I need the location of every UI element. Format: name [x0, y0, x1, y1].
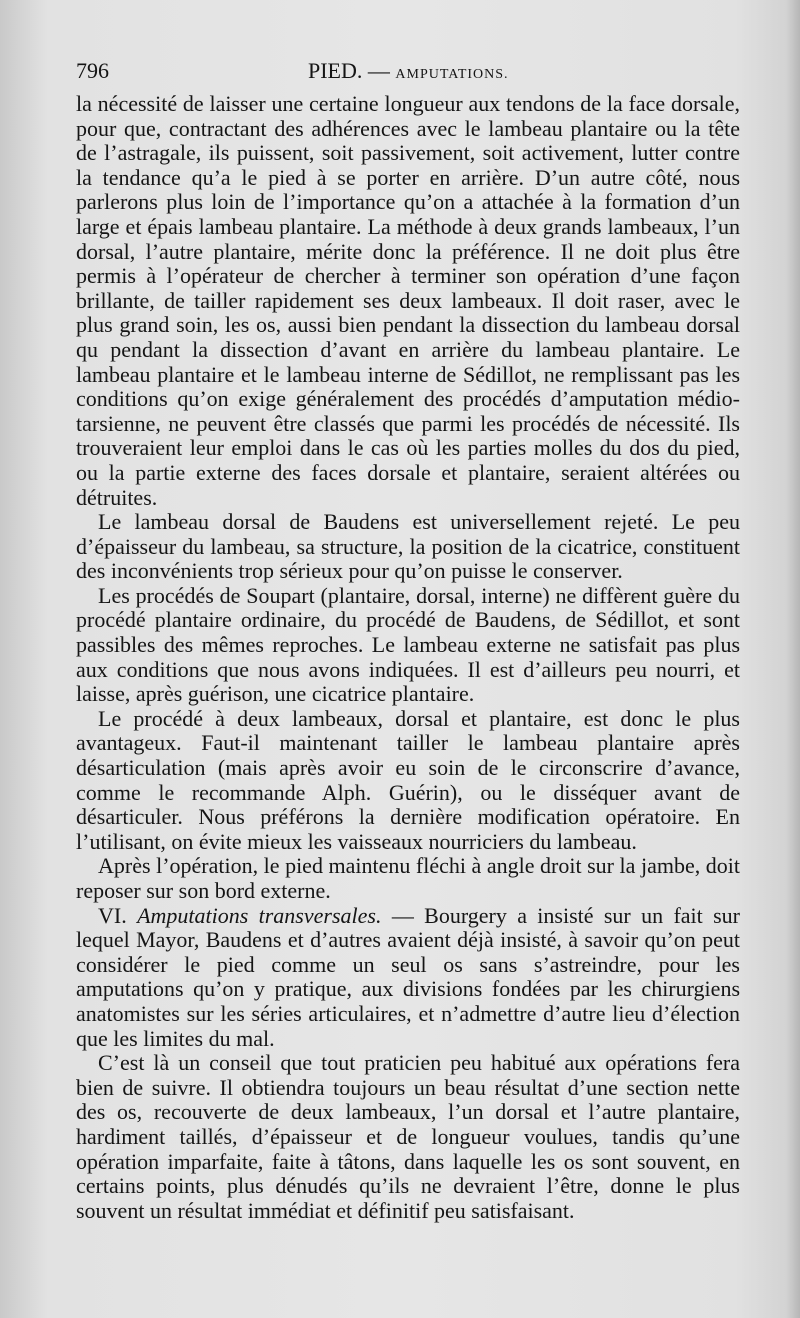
- body-text: [76, 92, 740, 1223]
- page-edge-shadow: [786, 0, 800, 1318]
- section-text: — Bourgery a insisté sur un fait sur lequel Mayor, Baudens et d’autres avaient déjà insisté, à savoir qu’on peut considérer le pied comme un seul os sans s’astreindre, pour les amputations qu’on y pratique, aux divisions fondées par les chirurgiens anatomistes sur les séries articulaires, et n’admettre d’autre lieu d’élection que les limites du mal.: [76, 902, 740, 1051]
- paragraph: Les procédés de Soupart (plantaire, dorsal, interne) ne diffèrent guère du procédé plantaire ordinaire, du procédé de Baudens, de Sédillot, et sont passibles des mêmes reproches. Le lambeau externe ne satisfait pas plus aux conditions que nous avons indiquées. Il est d’ailleurs peu nourri, et laisse, après guérison, une cicatrice plantaire.: [76, 582, 740, 707]
- running-head: [308, 58, 509, 84]
- page-number: 796: [76, 58, 109, 83]
- paragraph: Le lambeau dorsal de Baudens est universellement rejeté. Le peu d’épaisseur du lambeau, sa structure, la position de la cicatrice, constituent des inconvénients trop sérieux pour qu’on puisse le conserver.: [76, 509, 740, 584]
- paragraph: C’est là un conseil que tout praticien peu habitué aux opérations fera bien de suivre. Il obtiendra toujours un beau résultat d’une section nette des os, recouverte de deux lambeaux, l’un dorsal et l’autre plantaire, hardiment taillés, d’épaisseur et de longueur voulues, tandis qu’une opération imparfaite, faite à tâtons, dans laquelle les os sont souvent, en certains points, plus dénudés qu’ils ne devraient l’être, donne le plus souvent un résultat immédiat et définitif peu satisfaisant.: [76, 1050, 740, 1223]
- page-header: [76, 58, 738, 88]
- running-head-dash: —: [367, 58, 390, 83]
- running-head-subtitle: AMPUTATIONS.: [395, 67, 509, 82]
- paragraph: la nécessité de laisser une certaine longueur aux tendons de la face dorsale, pour que, contractant des adhérences avec le lambeau plantaire ou la tête de l’astragale, ils puissent, soit passivement, soit activement, lutter contre la tendance qu’a le pied à se porter en arrière. D’un autre côté, nous parlerons plus loin de l’importance qu’on a attachée à la formation d’un large et épais lambeau plantaire. La méthode à deux grands lambeaux, l’un dorsal, l’autre plantaire, mérite donc la préférence. Il ne doit plus être permis à l’opérateur de chercher à terminer son opération d’une façon brillante, de tailler rapidement ses deux lambeaux. Il doit raser, avec le plus grand soin, les os, aussi bien pendant la dissection du lambeau dorsal qu pendant la dissection d’avant en arrière du lambeau plantaire. Le lambeau plantaire et le lambeau interne de Sédillot, ne remplissant pas les conditions qu’on exige généralement des procédés d’amputation médio-tarsienne, ne peuvent être classés que parmi les procédés de nécessité. Ils trouveraient leur emploi dans le cas où les parties molles du dos du pied, ou la partie externe des faces dorsale et plantaire, seraient altérées ou détruites.: [76, 91, 740, 510]
- paragraph: Le procédé à deux lambeaux, dorsal et plantaire, est donc le plus avantageux. Faut-il maintenant tailler le lambeau plantaire après désarticulation (mais après avoir eu soin de le circonscrire d’avance, comme le recommande Alph. Guérin), ou le disséquer avant de désarticuler. Nous préférons la dernière modification opératoire. En l’utilisant, on évite mieux les vaisseaux nourriciers du lambeau.: [76, 705, 740, 854]
- section-number: VI.: [98, 902, 127, 928]
- running-head-title: PIED.: [308, 58, 363, 83]
- section-title: Amputations transversales.: [137, 902, 382, 928]
- paragraph: Après l’opération, le pied maintenu fléchi à angle droit sur la jambe, doit reposer sur son bord externe.: [76, 853, 740, 903]
- section-paragraph: [76, 904, 740, 1052]
